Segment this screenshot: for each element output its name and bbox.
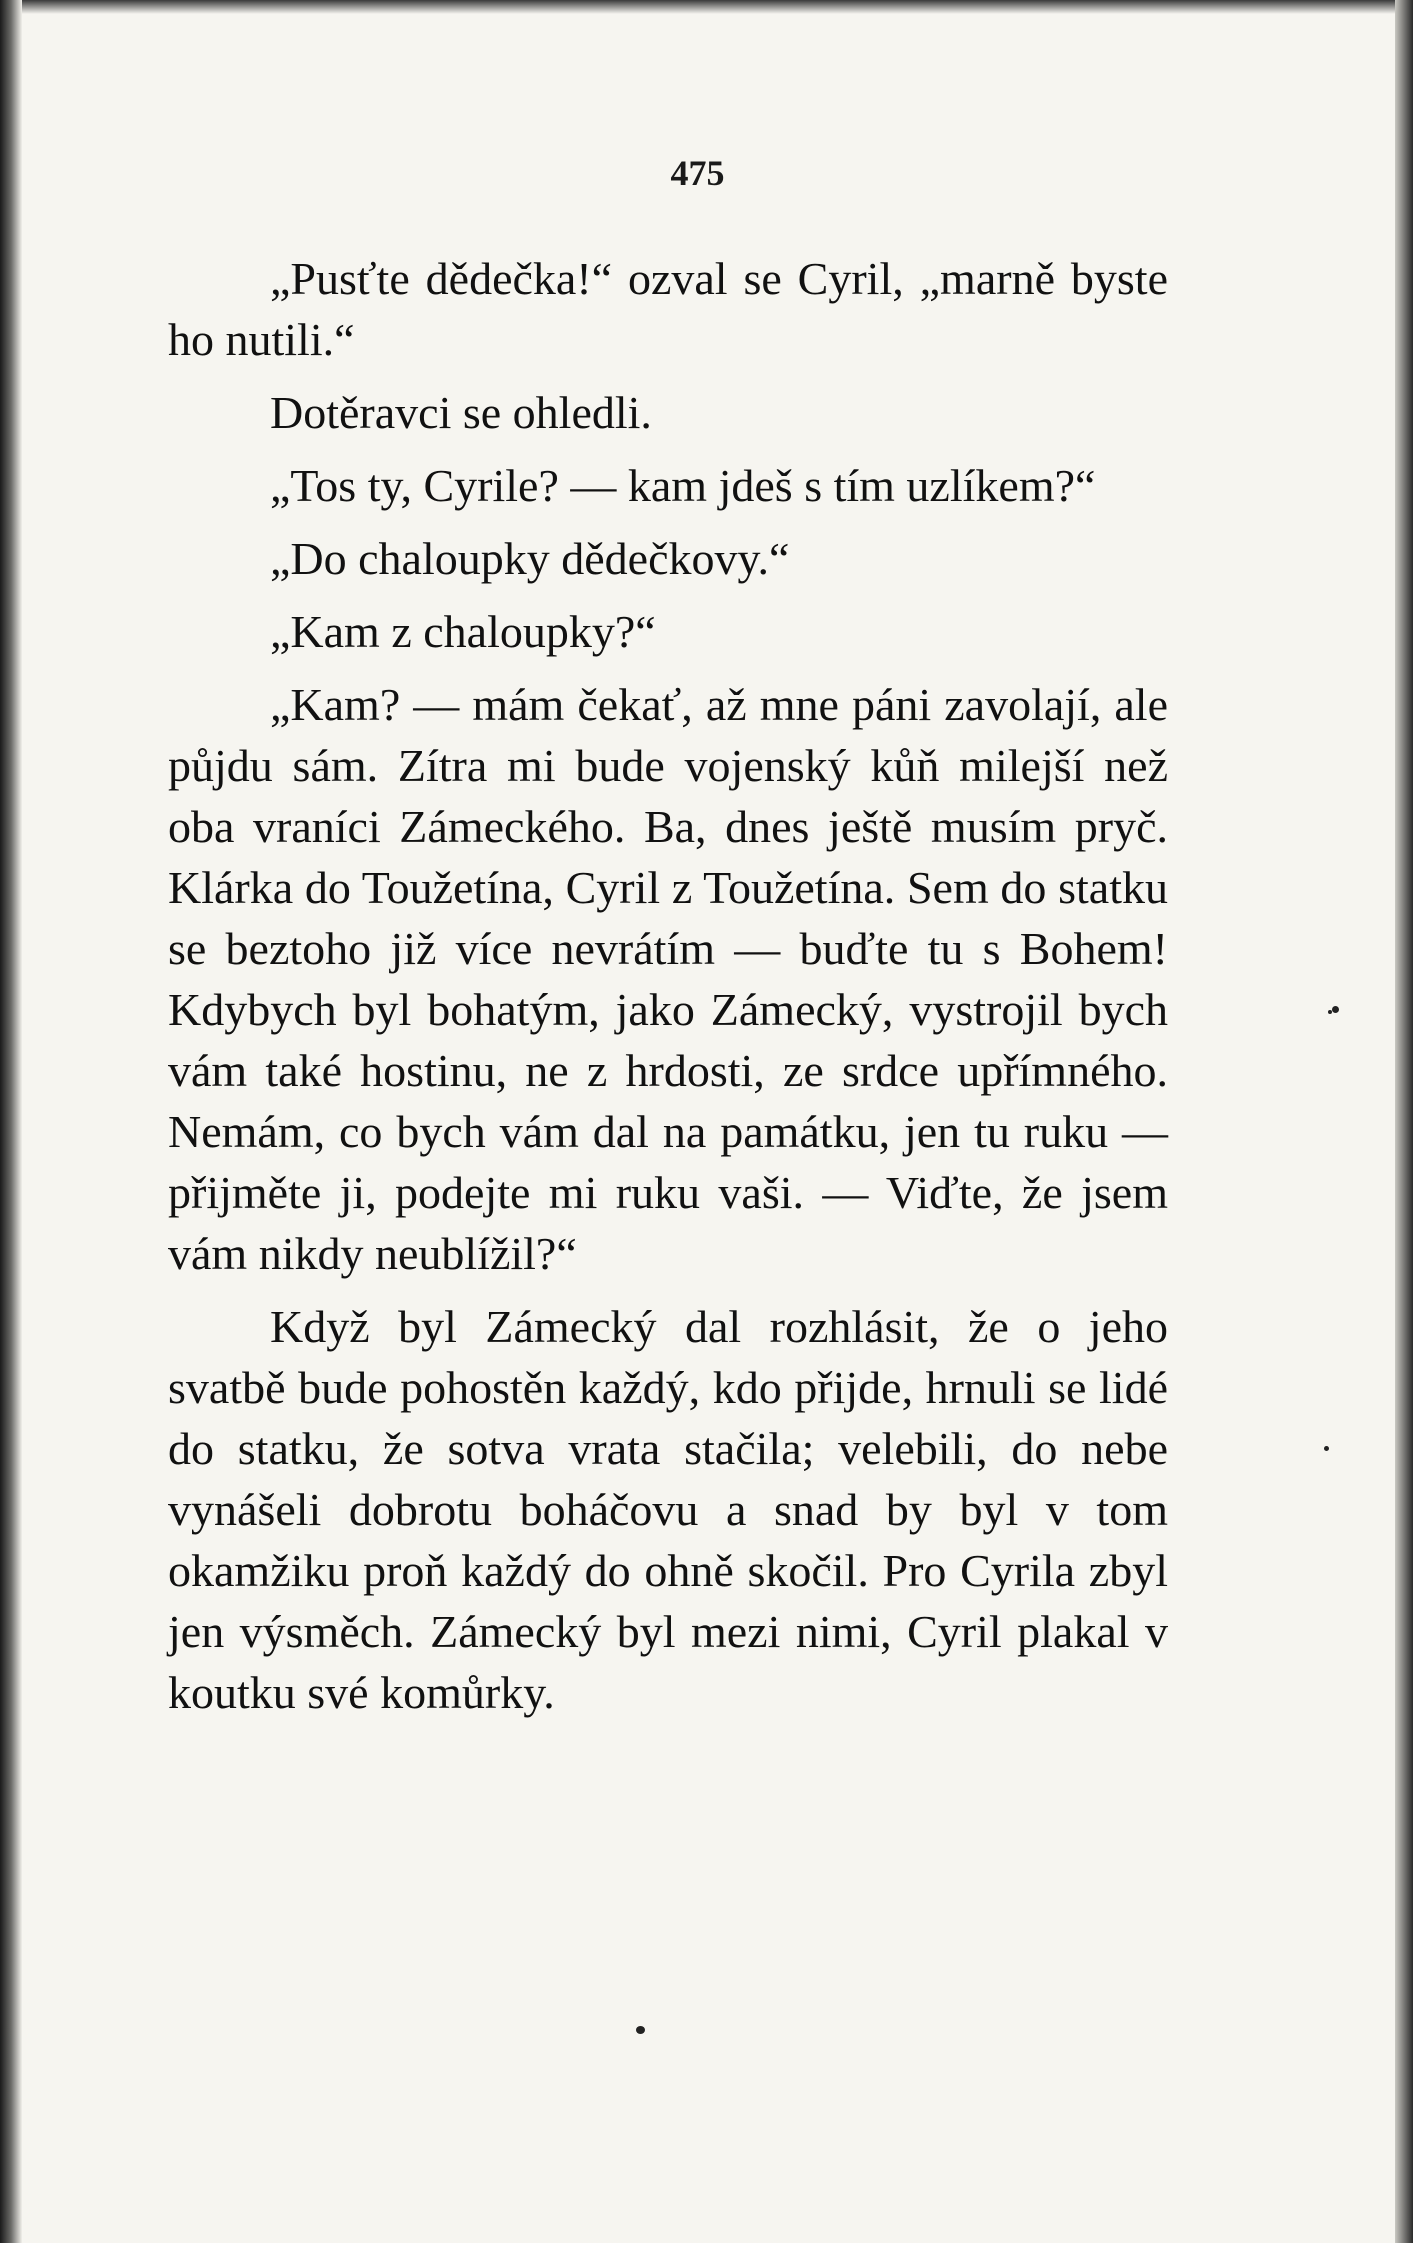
- paragraph: „Kam z chaloupky?“: [270, 606, 656, 657]
- page-edge-right: [1395, 0, 1413, 2243]
- page-edge-top: [0, 0, 1395, 14]
- paragraph: „Pusťte dědečka!“ ozval se Cyril, „marně byste ho nutili.“: [168, 253, 1168, 365]
- paragraph: „Tos ty, Cyrile? — kam jdeš s tím uzlíkem?“: [270, 460, 1096, 511]
- paragraph: „Do chaloupky dědečkovy.“: [270, 533, 790, 584]
- page-edge-left: [0, 0, 22, 2243]
- body-text: [168, 248, 1168, 1735]
- page-number: 475: [670, 153, 725, 193]
- print-speck: [1332, 1006, 1339, 1013]
- print-speck: [636, 2026, 645, 2034]
- paragraph: Když byl Zámecký dal rozhlásit, že o jeho svatbě bude pohostěn každý, kdo přijde, hrnuli se lidé do statku, že sotva vrata stačila; velebili, do nebe vynášeli dobrotu boháčovu a snad by byl v tom okamžiku proň každý do ohně skočil. Pro Cyrila zbyl jen výsměch. Zámecký byl mezi nimi, Cyril plakal v koutku své komůrky.: [168, 1301, 1168, 1718]
- paragraph: „Kam? — mám čekať, až mne páni zavolají, ale půjdu sám. Zítra mi bude vojenský kůň milejší než oba vraníci Zámeckého. Ba, dnes ještě musím pryč. Klárka do Toužetína, Cyril z Toužetína. Sem do statku se beztoho již více nevrátím — buďte tu s Bohem! Kdybych byl bohatým, jako Zámecký, vystrojil bych vám také hostinu, ne z hrdosti, ze srdce upřímného. Nemám, co bych vám dal na památku, jen tu ruku — přijměte ji, podejte mi ruku vaši. — Viďte, že jsem vám nikdy neublížil?“: [168, 679, 1168, 1279]
- paragraph: Dotěravci se ohledli.: [270, 387, 652, 438]
- print-speck: [1324, 1446, 1329, 1451]
- print-speck: [1328, 1010, 1332, 1014]
